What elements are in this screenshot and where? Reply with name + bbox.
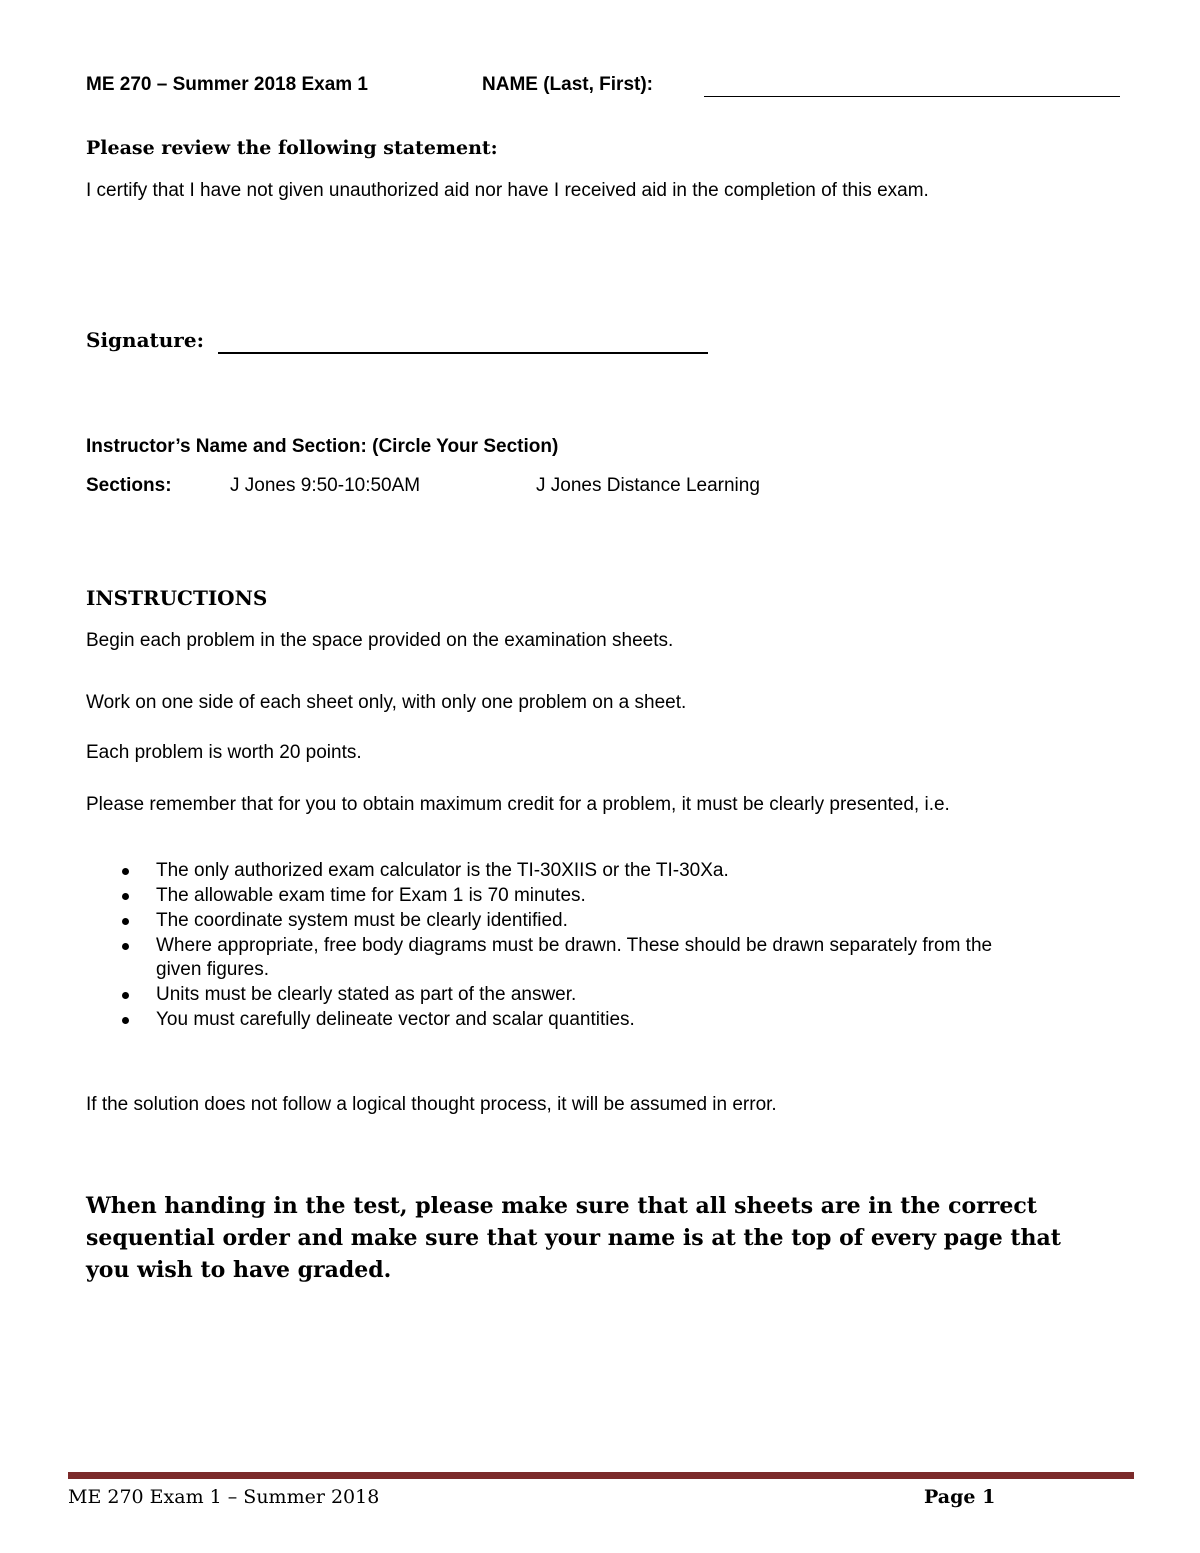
bullet-text: The coordinate system must be clearly identified.: [156, 910, 568, 931]
bullet-icon: [122, 868, 129, 875]
list-item: [118, 909, 1018, 933]
section-option-jones-950[interactable]: J Jones 9:50-10:50AM: [230, 475, 421, 496]
statement-heading: Please review the following statement:: [86, 137, 498, 159]
sections-label: Sections:: [86, 475, 172, 496]
instruction-paragraph: Begin each problem in the space provided on the examination sheets.: [86, 630, 674, 651]
section-option-distance-learning[interactable]: J Jones Distance Learning: [536, 475, 760, 496]
name-label: NAME (Last, First):: [482, 74, 653, 95]
bullet-icon: [122, 918, 129, 925]
bullet-icon: [122, 992, 129, 999]
instruction-bullet-list: [118, 859, 1018, 1033]
page-number: Page 1: [924, 1486, 996, 1508]
logical-process-note: If the solution does not follow a logical thought process, it will be assumed in error.: [86, 1094, 777, 1115]
bullet-text: The allowable exam time for Exam 1 is 70 minutes.: [156, 885, 586, 906]
name-blank-line[interactable]: [704, 96, 1120, 97]
list-item: [118, 859, 1018, 883]
bullet-icon: [122, 943, 129, 950]
bullet-text: You must carefully delineate vector and scalar quantities.: [156, 1009, 635, 1030]
list-item: [118, 1008, 1018, 1032]
instructions-heading: INSTRUCTIONS: [86, 586, 268, 610]
instruction-paragraph: Please remember that for you to obtain maximum credit for a problem, it must be clearly presented, i.e.: [86, 794, 950, 815]
bullet-text: Units must be clearly stated as part of the answer.: [156, 984, 577, 1005]
bullet-icon: [122, 893, 129, 900]
course-exam-title: ME 270 – Summer 2018 Exam 1: [86, 74, 369, 95]
list-item: [118, 934, 1018, 982]
instruction-paragraph: Work on one side of each sheet only, with only one problem on a sheet.: [86, 692, 687, 713]
list-item: [118, 884, 1018, 908]
certification-statement: I certify that I have not given unauthorized aid nor have I received aid in the completion of this exam.: [86, 180, 929, 201]
instruction-paragraph: Each problem is worth 20 points.: [86, 742, 362, 763]
exam-header: [86, 74, 653, 96]
footer-exam-title: ME 270 Exam 1 – Summer 2018: [68, 1486, 380, 1508]
footer-divider: [68, 1472, 1134, 1479]
bullet-text: The only authorized exam calculator is the TI-30XIIS or the TI-30Xa.: [156, 860, 729, 881]
instructor-section-heading: Instructor’s Name and Section: (Circle Your Section): [86, 436, 559, 457]
list-item: [118, 983, 1018, 1007]
signature-blank-line[interactable]: [218, 352, 708, 354]
sections-row: [86, 475, 986, 501]
closing-instruction: When handing in the test, please make sure that all sheets are in the correct sequential order and make sure that your name is at the top of every page that you wish to have graded.: [86, 1193, 1061, 1283]
signature-label: Signature:: [86, 328, 204, 352]
bullet-text: Where appropriate, free body diagrams must be drawn. These should be drawn separately from the given figures.: [156, 935, 993, 980]
bullet-icon: [122, 1017, 129, 1024]
